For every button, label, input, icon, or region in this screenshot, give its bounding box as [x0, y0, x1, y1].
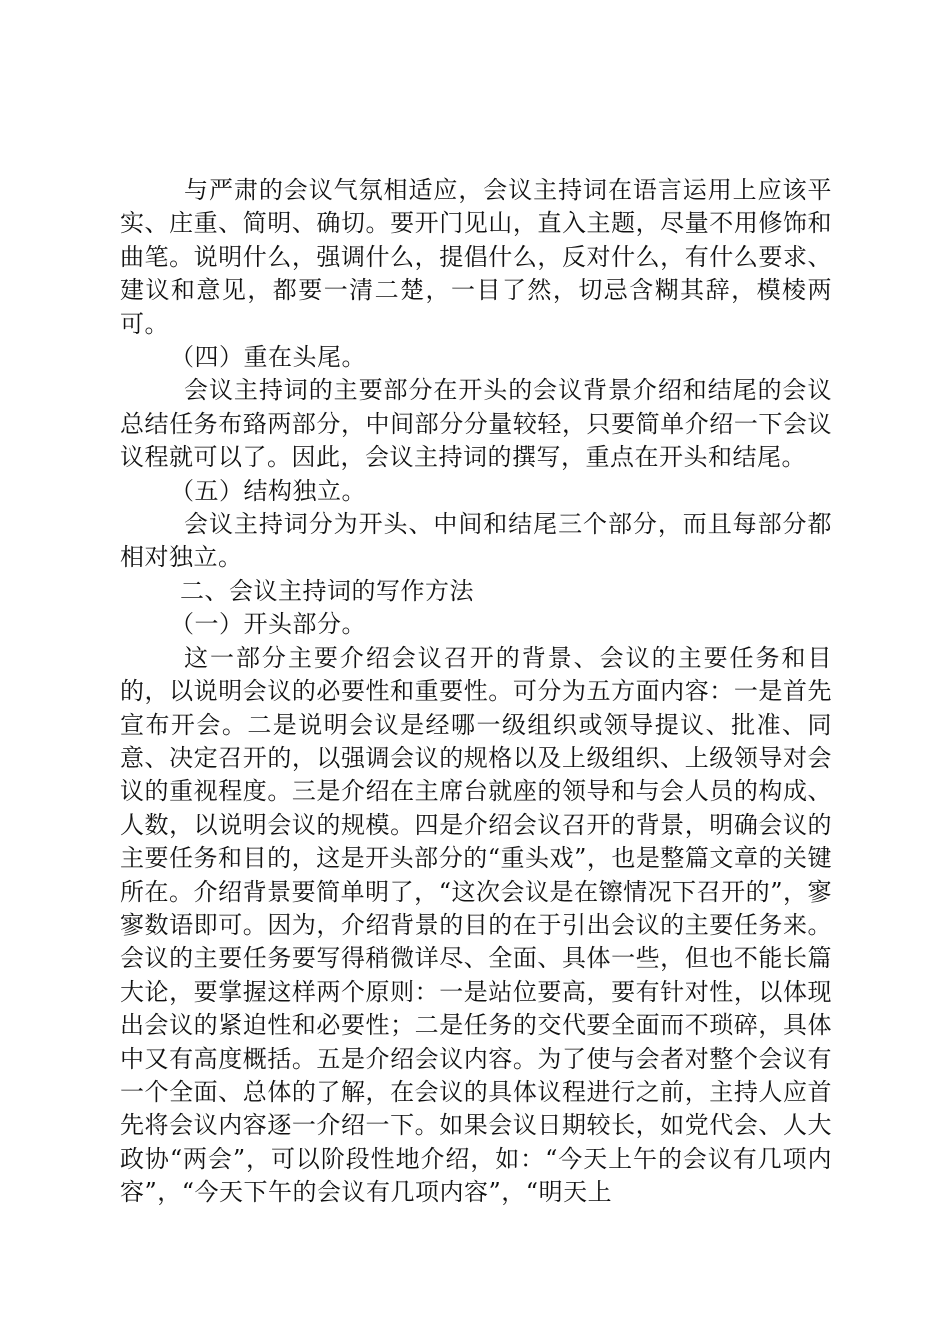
heading-opening-part: （一）开头部分。 — [170, 610, 366, 639]
heading-independent-structure: （五）结构独立。 — [170, 476, 366, 505]
paragraph-language-style: 与严肃的会议气氛相适应，会议主持词在语言运用上应该平实、庄重、简明、确切。要开门见山，直入主题，尽量不用修饰和曲笔。说明什么，强调什么，提倡什么，反对什么，有什么要求、建议和意见，都要一清二楚，一目了然，切忌含糊其辞，模棱两可。 — [120, 176, 832, 338]
section-heading-writing-method: 二、会议主持词的写作方法 — [180, 576, 474, 605]
paragraph-start-end-focus: 会议主持词的主要部分在开头的会议背景介绍和结尾的会议总结任务布臵两部分，中间部分分量较轻，只要简单介绍一下会议议程就可以了。因此，会议主持词的撰写，重点在开头和结尾。 — [120, 376, 832, 472]
paragraph-three-parts: 会议主持词分为开头、中间和结尾三个部分，而且每部分都相对独立。 — [120, 510, 832, 572]
paragraph-opening-details: 这一部分主要介绍会议召开的背景、会议的主要任务和目的，以说明会议的必要性和重要性。可分为五方面内容：一是首先宣布开会。二是说明会议是经哪一级组织或领导提议、批准、同意、决定召开的，以强调会议的规格以及上级组织、上级领导对会议的重视程度。三是介绍在主席台就座的领导和与会人员的构成、人数，以说明会议的规模。四是介绍会议召开的背景，明确会议的主要任务和目的，这是开头部分的“重头戏”，也是整篇文章的关键所在。介绍背景要简单明了，“这次会议是在镲情况下召开的”，寥寥数语即可。因为，介绍背景的目的在于引出会议的主要任务来。会议的主要任务要写得稍微详尽、全面、具体一些，但也不能长篇大论，要掌握这样两个原则：一是站位要高，要有针对性，以体现出会议的紧迫性和必要性；二是任务的交代要全面而不琐碎，具体中又有高度概括。五是介绍会议内容。为了使与会者对整个会议有一个全面、总体的了解，在会议的具体议程进行之前，主持人应首先将会议内容逐一介绍一下。如果会议日期较长，如党代会、人大政协“两会”，可以阶段性地介绍，如：“今天上午的会议有几项内容”，“今天下午的会议有几项内容”，“明天上 — [120, 643, 832, 1207]
heading-focus-on-start-end: （四）重在头尾。 — [170, 343, 366, 372]
document-body — [120, 174, 832, 1210]
